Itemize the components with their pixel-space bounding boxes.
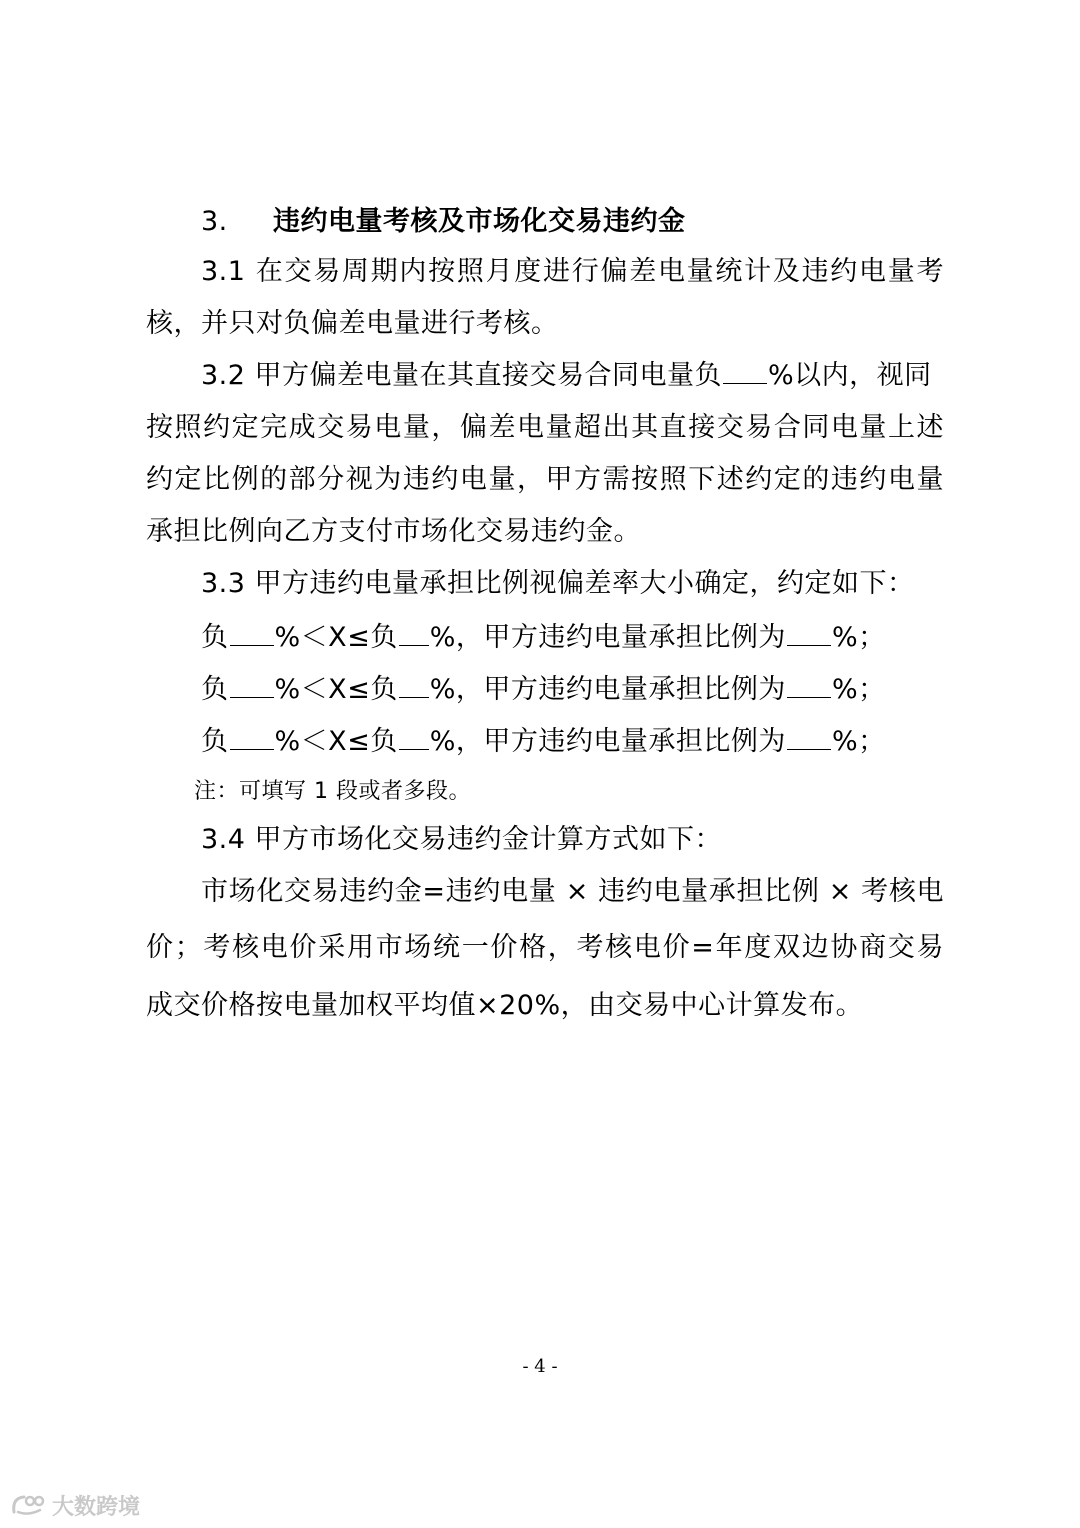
paragraph-3-2-line-1 [201,356,1001,396]
paragraph-3-2-line-4: 承担比例向乙方支付市场化交易违约金。 [146,516,641,547]
text-fragment: %，甲方违约电量承担比例为 [429,674,786,705]
fill-blank [399,621,429,646]
text-fragment: %； [831,622,886,653]
text-fragment: 负 [201,726,229,757]
text-fragment: 3.2 甲方偏差电量在其直接交易合同电量负 [201,360,723,391]
paragraph-3-2-line-2: 按照约定完成交易电量，偏差电量超出其直接交易合同电量上述 [146,412,944,443]
fill-blank [230,725,274,750]
paragraph-3-1-line-1: 3.1 在交易周期内按照月度进行偏差电量统计及违约电量考 [201,256,944,287]
section-heading [201,202,1001,242]
page-number: - 4 - [522,1356,558,1377]
fill-blank [787,621,831,646]
fill-blank [723,359,767,384]
brand-logo-icon [10,1492,46,1518]
watermark-text: 大数跨境 [52,1494,141,1520]
fill-blank [230,621,274,646]
tier-row-3 [201,722,1001,762]
fill-blank [787,725,831,750]
section-title: 违约电量考核及市场化交易违约金 [273,206,686,237]
text-fragment: %； [831,726,886,757]
paragraph-3-3-line-1: 3.3 甲方违约电量承担比例视偏差率大小确定，约定如下： [201,568,915,599]
text-fragment: %＜X≤负 [274,674,398,705]
fill-blank [230,673,274,698]
fill-blank [399,725,429,750]
tier-row-2 [201,670,1001,710]
paragraph-3-2-line-3: 约定比例的部分视为违约电量，甲方需按照下述约定的违约电量 [146,464,944,495]
text-fragment: %以内，视同 [768,360,932,391]
section-number: 3. [201,206,228,237]
text-fragment: 负 [201,622,229,653]
text-fragment: %，甲方违约电量承担比例为 [429,622,786,653]
fill-blank [399,673,429,698]
text-fragment: 负 [201,674,229,705]
watermark [10,1490,140,1520]
text-fragment: %； [831,674,886,705]
paragraph-3-4-line-2: 市场化交易违约金=违约电量 × 违约电量承担比例 × 考核电 [201,876,944,907]
text-fragment: %，甲方违约电量承担比例为 [429,726,786,757]
fill-blank [787,673,831,698]
text-fragment: %＜X≤负 [274,726,398,757]
paragraph-3-4-line-4: 成交价格按电量加权平均值×20%，由交易中心计算发布。 [146,990,864,1021]
text-fragment: %＜X≤负 [274,622,398,653]
paragraph-3-4-line-3: 价；考核电价采用市场统一价格，考核电价=年度双边协商交易 [146,932,944,963]
tier-row-1 [201,618,1001,658]
paragraph-3-1-line-2: 核，并只对负偏差电量进行考核。 [146,308,559,339]
note-text: 注：可填写 1 段或者多段。 [194,779,471,804]
paragraph-3-4-line-1: 3.4 甲方市场化交易违约金计算方式如下： [201,824,723,855]
